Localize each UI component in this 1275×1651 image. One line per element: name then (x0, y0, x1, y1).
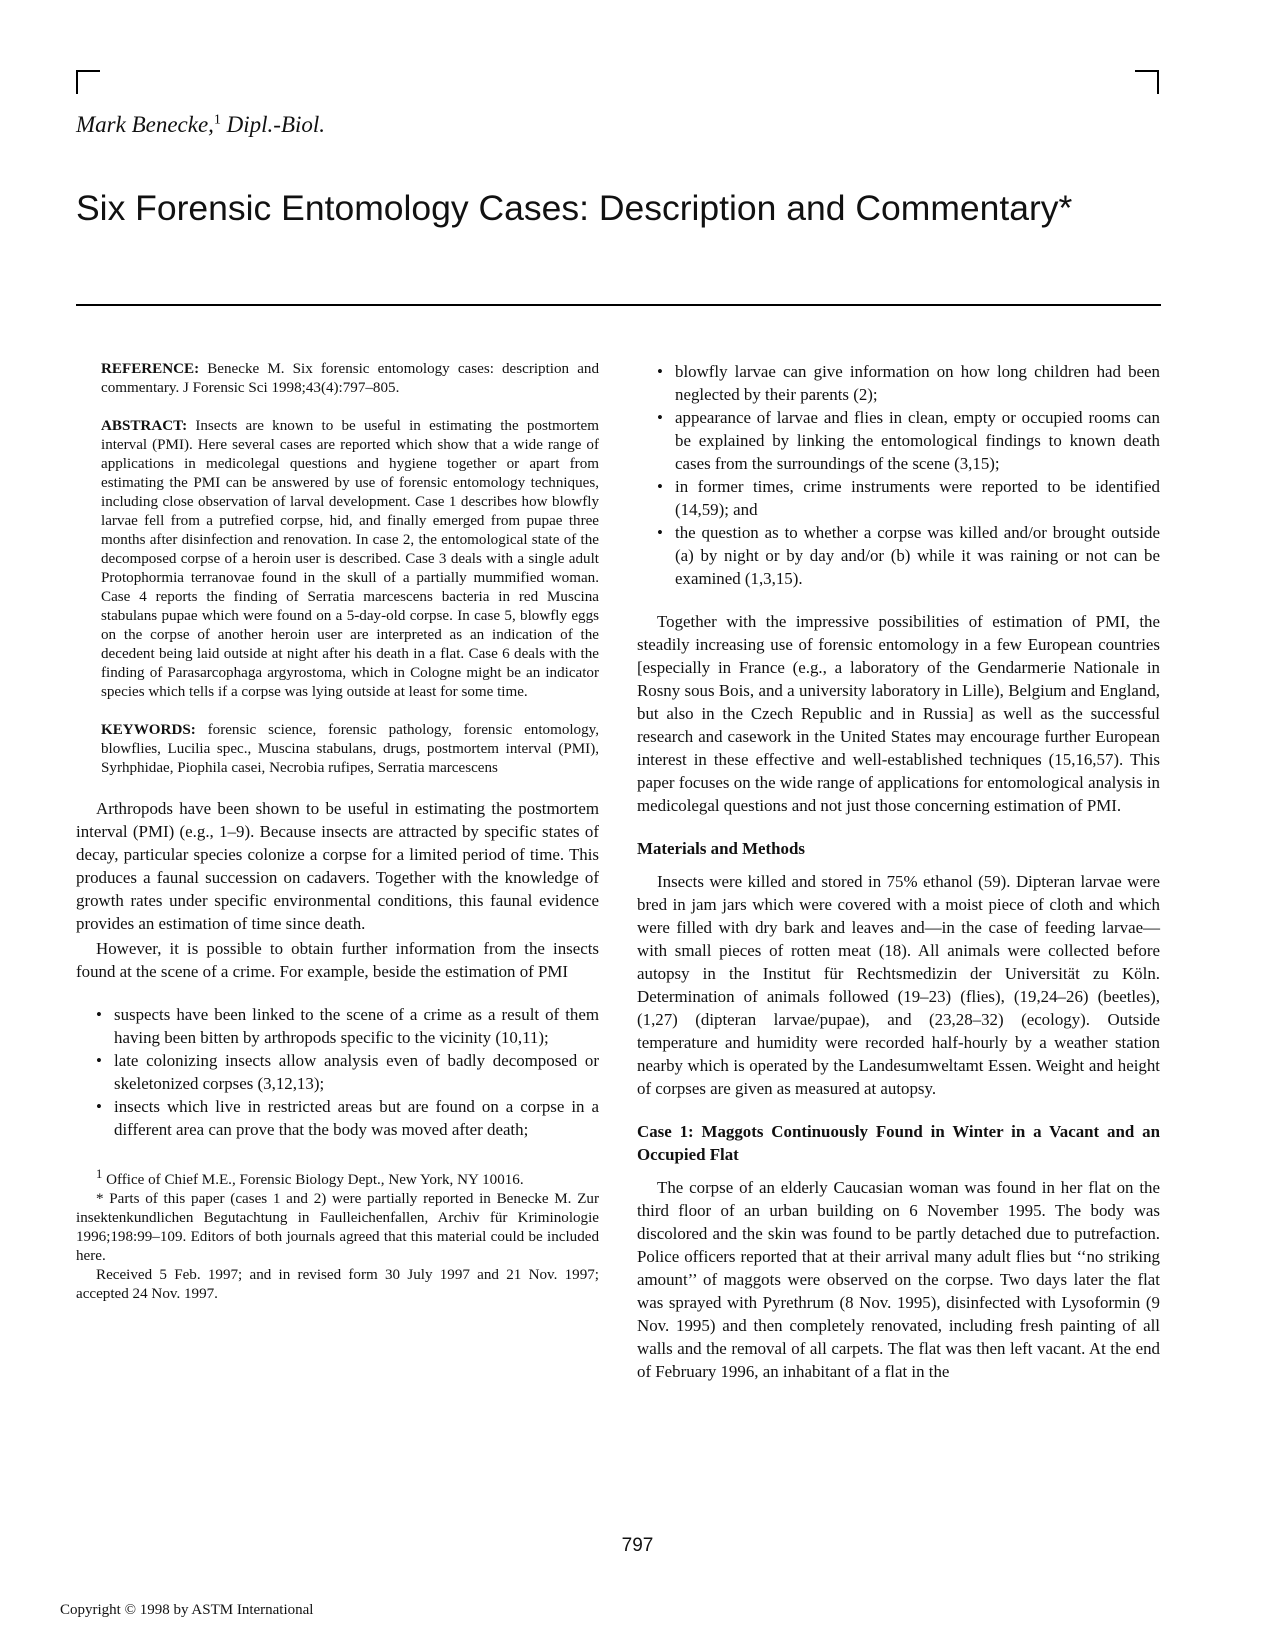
copyright-notice: Copyright © 1998 by ASTM International (60, 1602, 314, 1618)
footnote-2: * Parts of this paper (cases 1 and 2) were partially reported in Benecke M. Zur insektenkundlichen Begutachtung in Faulleichenfallen, Archiv für Kriminologie 1996;198:99–109. Editors of both journals agreed that this material could be included here. (76, 1191, 599, 1265)
abstract-block (101, 360, 599, 778)
paper-title: Six Forensic Entomology Cases: Description and Commentary* (76, 188, 1073, 228)
author-degree: Dipl.-Biol. (220, 112, 326, 137)
author-footnote-mark: 1 (213, 112, 221, 128)
keywords-text: forensic science, forensic pathology, forensic entomology, blowflies, Lucilia spec., Muscina stabulans, drugs, postmortem interval (PMI), Syrhphidae, Piophila casei, Necrobia rufipes, Serratia marcescens (101, 722, 599, 776)
bullet-list-left (76, 1003, 599, 1141)
intro-paragraph-1: Arthropods have been shown to be useful in estimating the postmortem interval (PMI) (e.g., 1–9). Because insects are attracted by specific states of decay, particular species colonize a corpse for a limited period of time. This produces a faunal succession on cadavers. Together with the knowledge of growth rates under specific environmental conditions, this faunal evidence provides an estimation of time since death. (76, 799, 599, 933)
abstract-paragraph (101, 417, 599, 702)
case1-heading: Case 1: Maggots Continuously Found in Winter in a Vacant and an Occupied Flat (637, 1122, 1160, 1164)
right-column (637, 360, 1160, 1383)
list-item: • appearance of larvae and flies in clean, empty or occupied rooms can be explained by linking the entomological findings to known death cases from the surroundings of the scene (3,15); (637, 406, 1160, 475)
keywords-label: KEYWORDS: (101, 722, 196, 738)
title-rule (76, 304, 1161, 306)
reference-paragraph (101, 360, 599, 398)
intro-paragraph-3: Together with the impressive possibilities of estimation of PMI, the steadily increasing use of forensic entomology in a few European countries [especially in France (e.g., a laboratory of the Gendarmerie Nationale in Rosny sous Bois, and a university laboratory in Lille), Belgium and England, but also in the Czech Republic and in Russia] as well as the successful research and casework in the United States may encourage further European interest in these effective and well-established techniques (15,16,57). This paper focuses on the wide range of applications for entomological analysis in medicolegal questions and not just those concerning estimation of PMI. (637, 612, 1160, 815)
page-number: 797 (621, 1535, 654, 1556)
crop-mark-top-right (1135, 70, 1159, 94)
methods-heading: Materials and Methods (637, 839, 805, 858)
list-item: • blowfly larvae can give information on how long children had been neglected by their parents (2); (637, 360, 1160, 406)
footnote-1 (76, 1165, 599, 1190)
footnote-1-text: Office of Chief M.E., Forensic Biology Dept., New York, NY 10016. (102, 1172, 524, 1189)
crop-mark-top-left (76, 70, 100, 94)
intro-right (637, 360, 1160, 1383)
author-name: Mark Benecke, (76, 112, 214, 137)
footnote-received: Received 5 Feb. 1997; and in revised form 30 July 1997 and 21 Nov. 1997; accepted 24 Nov. 1997. (76, 1267, 599, 1303)
list-item: • suspects have been linked to the scene of a crime as a result of them having been bitten by arthropods specific to the vicinity (10,11); (76, 1003, 599, 1049)
abstract-text: Insects are known to be useful in estimating the postmortem interval (PMI). Here several cases are reported which show that a wide range of applications in medicolegal questions and hygiene together or apart from estimating the PMI can be answered by use of forensic entomology techniques, including close observation of larval development. Case 1 describes how blowfly larvae fell from a putrefied corpse, hid, and finally emerged from pupae three months after disinfection and renovation. In case 2, the entomological state of the decomposed corpse of a heroin user is described. Case 3 deals with a single adult Protophormia terranovae found in the skull of a partially mummified woman. Case 4 reports the finding of Serratia marcescens bacteria in red Muscina stabulans pupae which were found on a 5-day-old corpse. In case 5, blowfly eggs on the corpse of another heroin user are interpreted as an indication of the decedent being laid outside at night after his death in a flat. Case 6 deals with the finding of Parasarcophaga argyrostoma, which in Cologne might be an indicator species which tells if a corpse was lying outside at least for some time. (101, 418, 599, 700)
list-item: • late colonizing insects allow analysis even of badly decomposed or skeletonized corpses (3,12,13); (76, 1049, 599, 1095)
list-item: • the question as to whether a corpse was killed and/or brought outside (a) by night or by day and/or (b) while it was raining or not can be examined (1,3,15). (637, 521, 1160, 590)
list-item: • in former times, crime instruments were reported to be identified (14,59); and (637, 475, 1160, 521)
intro-paragraph-2: However, it is possible to obtain further information from the insects found at the scene of a crime. For example, beside the estimation of PMI (76, 939, 599, 981)
footnote-1-mark: 1 (96, 1167, 103, 1181)
reference-text: Benecke M. Six forensic entomology cases: description and commentary. J Forensic Sci 1998;43(4):797–805. (101, 361, 599, 396)
reference-label: REFERENCE: (101, 361, 200, 377)
list-item: • insects which live in restricted areas but are found on a corpse in a different area can prove that the body was moved after death; (76, 1095, 599, 1141)
intro-left (76, 797, 599, 1141)
bullet-list-right (637, 360, 1160, 590)
keywords-paragraph (101, 721, 599, 778)
case1-paragraph: The corpse of an elderly Caucasian woman was found in her flat on the third floor of an urban building on 6 November 1995. The body was discolored and the skin was found to be partly detached due to putrefaction. Police officers reported that at their arrival many adult flies but ‘‘no striking amount’’ of maggots were observed on the corpse. Two days later the flat was sprayed with Pyrethrum (8 Nov. 1995), disinfected with Lysoformin (9 Nov. 1995) and then completely renovated, including fresh painting of all walls and the removal of all carpets. The flat was then left vacant. At the end of February 1996, an inhabitant of a flat in the (637, 1178, 1160, 1381)
methods-paragraph: Insects were killed and stored in 75% ethanol (59). Dipteran larvae were bred in jam jars which were covered with a moist piece of cloth and which were filled with dry bark and leaves and—in the case of feeding larvae—with small pieces of rotten meat (18). All animals were collected before autopsy in the Institut für Rechtsmedizin der Universität zu Köln. Determination of animals followed (19–23) (flies), (19,24–26) (beetles), (1,27) (dipteran larvae/pupae), and (23,28–32) (ecology). Outside temperature and humidity were recorded half-hourly by a weather station nearby which is operated by the Landesumweltamt Essen. Weight and height of corpses are given as measured at autopsy. (637, 872, 1160, 1098)
left-column (76, 360, 599, 1304)
abstract-label: ABSTRACT: (101, 418, 188, 434)
author-line (76, 112, 325, 138)
footnotes (76, 1165, 599, 1304)
